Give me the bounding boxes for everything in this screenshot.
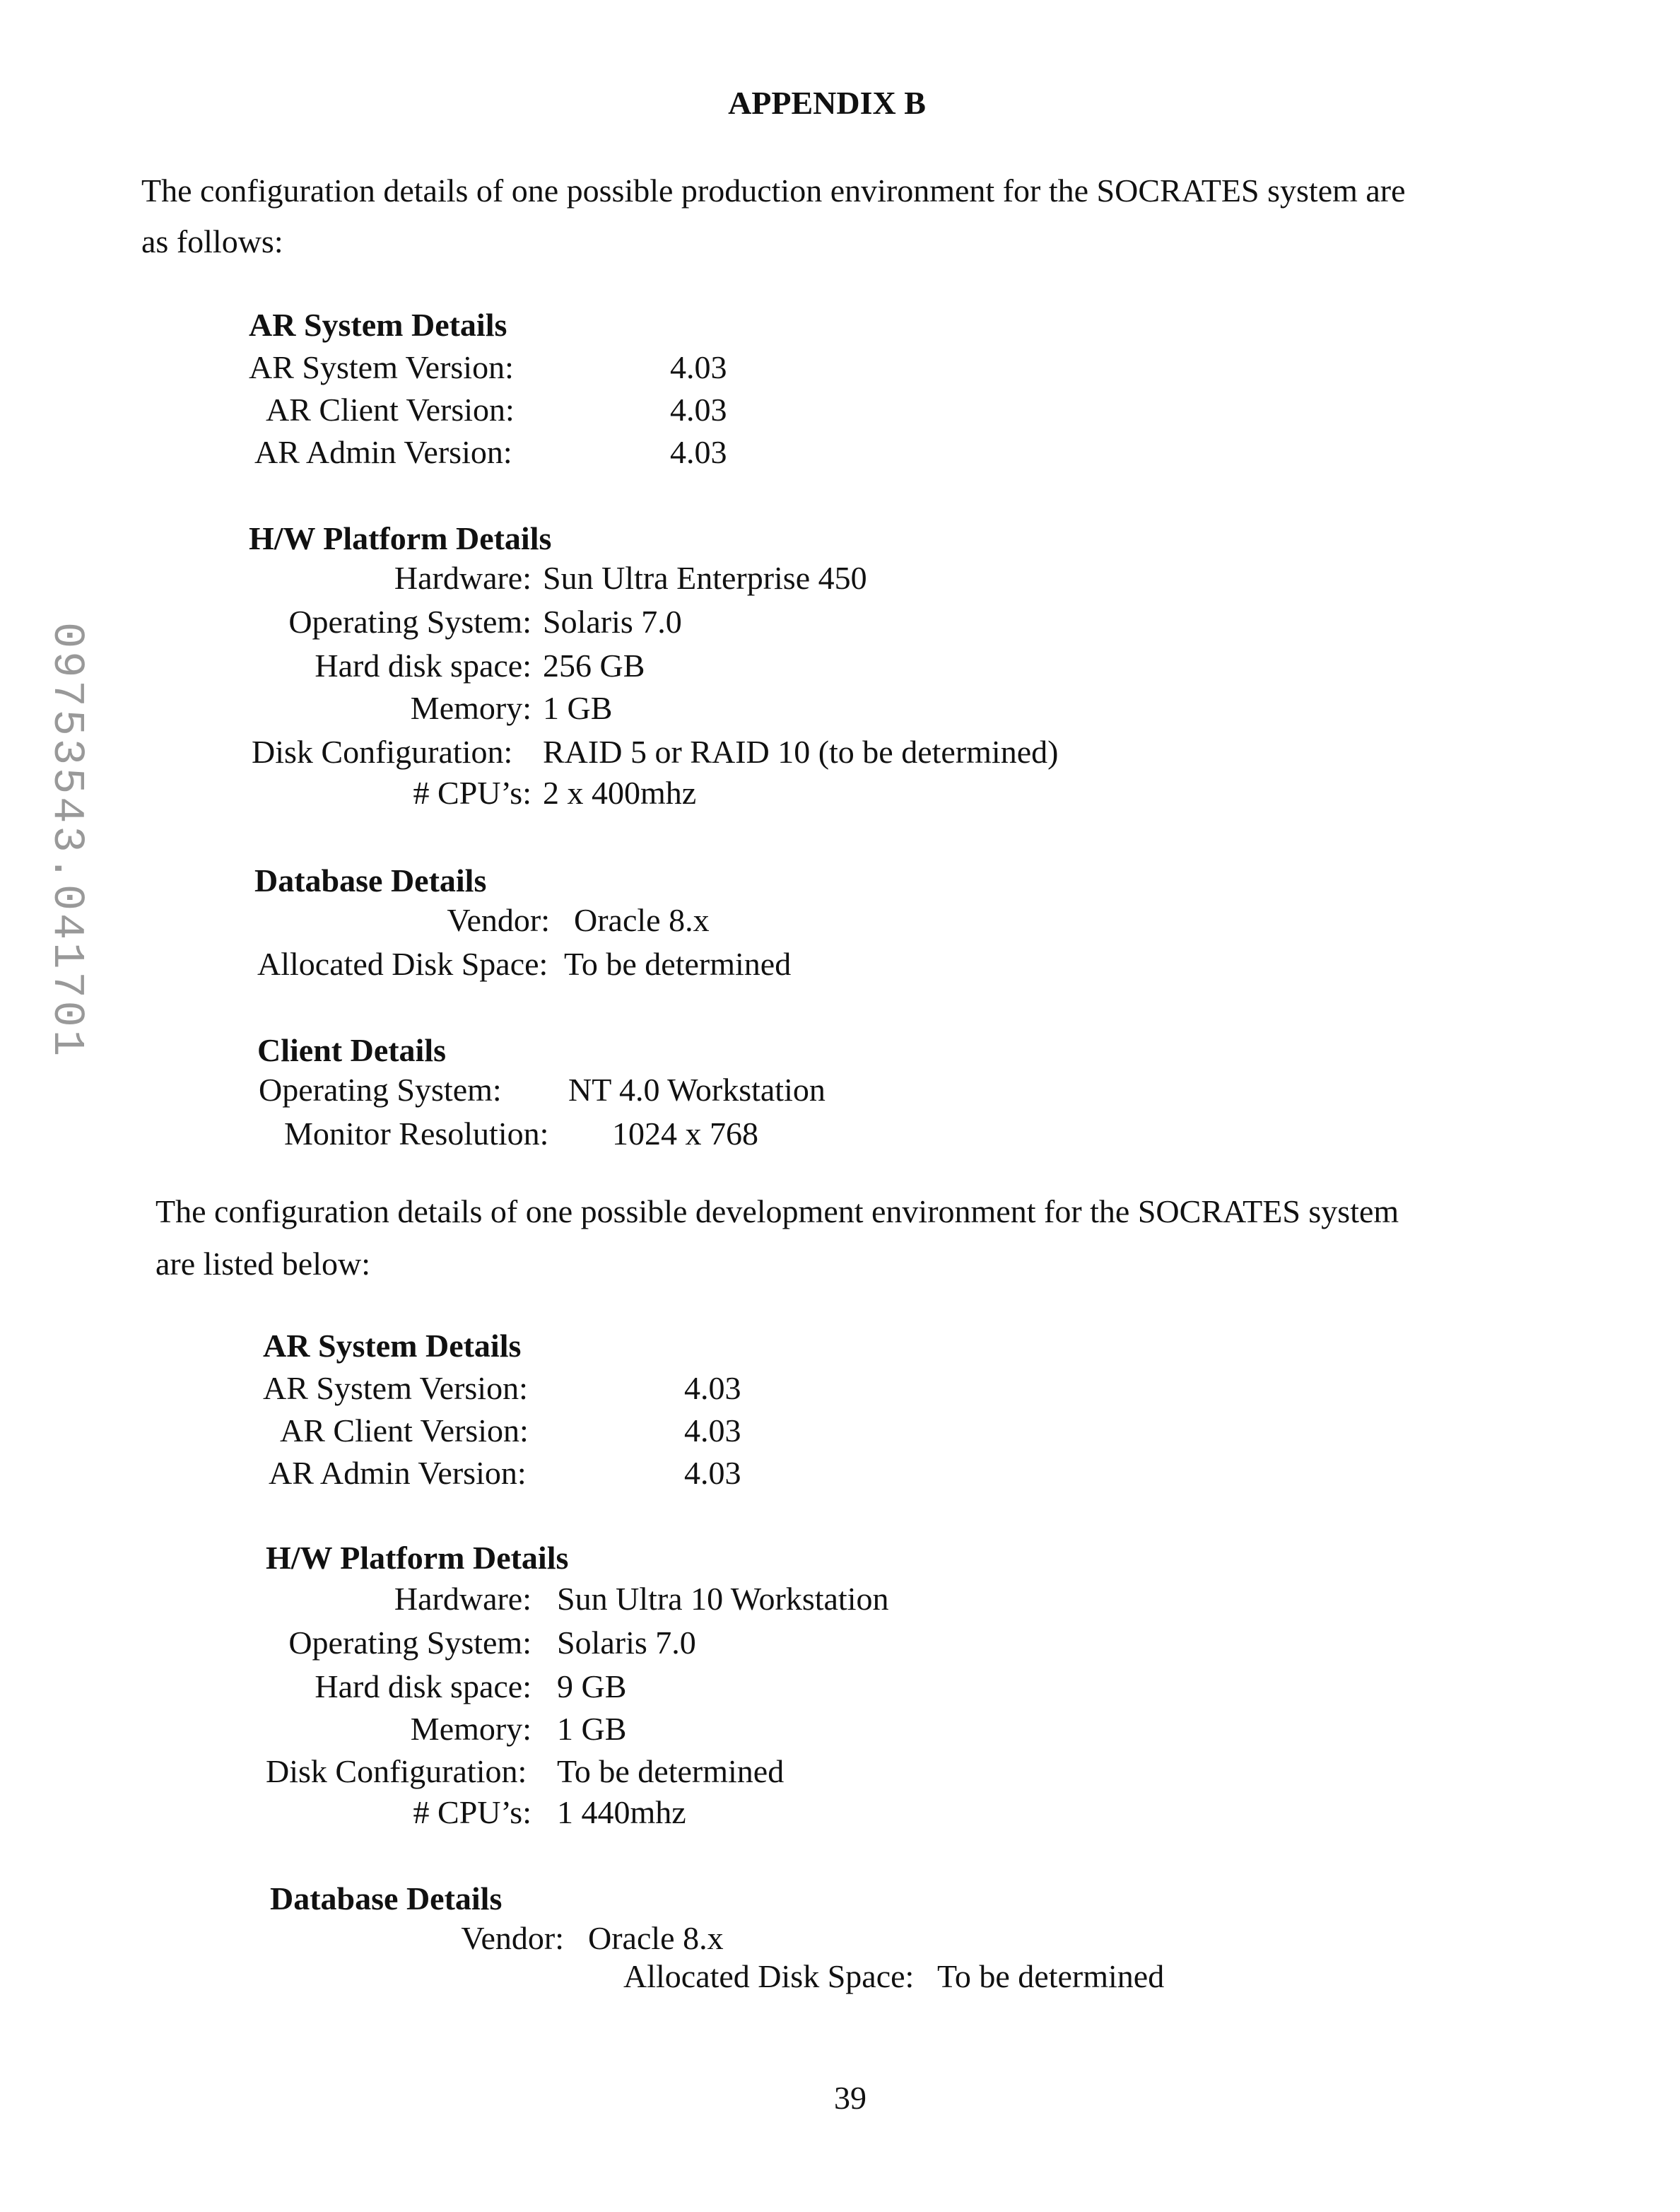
field-value: 1 440mhz — [557, 1796, 686, 1830]
field-label: AR System Version: — [263, 1371, 528, 1405]
field-label: Memory: — [226, 1712, 531, 1746]
section-heading: Database Details — [270, 1882, 502, 1916]
field-value: Oracle 8.x — [574, 903, 710, 937]
field-value: Solaris 7.0 — [543, 605, 682, 639]
section-heading: AR System Details — [263, 1329, 521, 1363]
field-value: To be determined — [937, 1960, 1164, 1994]
field-value: To be determined — [557, 1755, 784, 1789]
field-value: Sun Ultra Enterprise 450 — [543, 561, 867, 595]
section-heading: Database Details — [254, 864, 486, 898]
field-label: # CPU’s: — [226, 1796, 531, 1830]
field-label: Operating System: — [259, 1073, 502, 1107]
field-value: 256 GB — [543, 649, 645, 683]
section-heading: H/W Platform Details — [266, 1541, 568, 1575]
field-value: 4.03 — [670, 351, 727, 385]
field-label: Vendor: — [283, 903, 550, 937]
margin-stamp: 09753543.041701 — [49, 622, 92, 1181]
field-label: Operating System: — [226, 1626, 531, 1660]
field-value: 1 GB — [557, 1712, 626, 1746]
intro-paragraph-line: are listed below: — [155, 1247, 370, 1281]
field-value: To be determined — [564, 947, 791, 981]
field-label: Monitor Resolution: — [284, 1117, 548, 1151]
field-label: Hardware: — [226, 1582, 531, 1616]
field-label: # CPU’s: — [212, 776, 531, 810]
field-label: Disk Configuration: — [266, 1755, 527, 1789]
field-label: Allocated Disk Space: — [623, 1960, 914, 1994]
field-value: 4.03 — [670, 435, 727, 469]
field-label: AR Admin Version: — [269, 1456, 527, 1490]
field-value: 2 x 400mhz — [543, 776, 696, 810]
field-value: 4.03 — [684, 1414, 741, 1448]
field-value: 9 GB — [557, 1670, 626, 1704]
intro-paragraph-line: The configuration details of one possible production environment for the SOCRATES system are — [141, 174, 1406, 208]
field-label: Hard disk space: — [212, 649, 531, 683]
field-label: Hardware: — [212, 561, 531, 595]
field-label: Memory: — [212, 691, 531, 725]
field-label: AR System Version: — [249, 351, 514, 385]
field-label: Disk Configuration: — [252, 735, 512, 769]
field-value: 1024 x 768 — [612, 1117, 758, 1151]
field-label: AR Client Version: — [266, 393, 515, 427]
field-value: Sun Ultra 10 Workstation — [557, 1582, 888, 1616]
field-value: NT 4.0 Workstation — [568, 1073, 826, 1107]
section-heading: AR System Details — [249, 308, 507, 342]
intro-paragraph-line: as follows: — [141, 225, 283, 259]
page-number: 39 — [834, 2081, 867, 2115]
field-label: Vendor: — [297, 1921, 564, 1955]
section-heading: Client Details — [257, 1034, 446, 1067]
field-label: Hard disk space: — [226, 1670, 531, 1704]
field-label: Allocated Disk Space: — [257, 947, 548, 981]
field-value: Oracle 8.x — [588, 1921, 724, 1955]
field-label: Operating System: — [212, 605, 531, 639]
page-title: APPENDIX B — [0, 86, 1654, 120]
field-label: AR Admin Version: — [254, 435, 512, 469]
field-value: 4.03 — [670, 393, 727, 427]
field-value: 1 GB — [543, 691, 612, 725]
section-heading: H/W Platform Details — [249, 522, 551, 556]
field-value: 4.03 — [684, 1456, 741, 1490]
field-value: 4.03 — [684, 1371, 741, 1405]
field-value: RAID 5 or RAID 10 (to be determined) — [543, 735, 1058, 769]
intro-paragraph-line: The configuration details of one possible development environment for the SOCRATES system — [155, 1195, 1399, 1229]
field-value: Solaris 7.0 — [557, 1626, 696, 1660]
field-label: AR Client Version: — [280, 1414, 529, 1448]
